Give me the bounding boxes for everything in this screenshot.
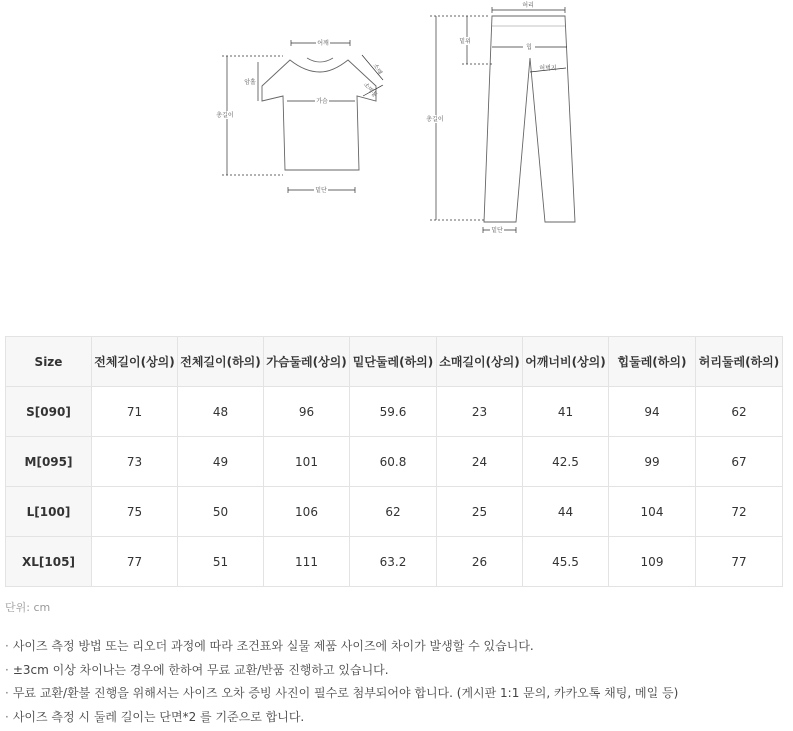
garment-illustration <box>0 0 793 330</box>
table-cell: 106 <box>264 487 350 537</box>
label-thigh: 허벅지 <box>539 64 556 72</box>
table-row <box>6 487 783 537</box>
table-cell: 94 <box>609 387 696 437</box>
table-cell: 59.6 <box>350 387 437 437</box>
header-sleeve: 소매길이(상의) <box>437 337 523 387</box>
table-cell: 77 <box>696 537 783 587</box>
table-cell: 71 <box>92 387 178 437</box>
label-bottom-hem: 밑단 <box>491 226 503 234</box>
table-cell: 62 <box>696 387 783 437</box>
table-cell: 50 <box>178 487 264 537</box>
header-hem: 밑단둘레(하의) <box>350 337 437 387</box>
table-cell: 48 <box>178 387 264 437</box>
table-cell: 104 <box>609 487 696 537</box>
list-item <box>5 661 678 685</box>
table-cell: 109 <box>609 537 696 587</box>
size-table <box>5 336 783 587</box>
size-label: M[095] <box>6 437 92 487</box>
list-item <box>5 708 678 731</box>
label-armhole: 암홀 <box>244 78 256 86</box>
table-cell: 49 <box>178 437 264 487</box>
table-row <box>6 387 783 437</box>
table-cell: 77 <box>92 537 178 587</box>
table-cell: 62 <box>350 487 437 537</box>
size-diagram <box>0 0 793 330</box>
table-cell: 73 <box>92 437 178 487</box>
bullet: · <box>5 686 9 700</box>
label-bottom-total-length: 총길이 <box>426 115 443 123</box>
label-rise: 밑위 <box>459 37 471 45</box>
table-cell: 23 <box>437 387 523 437</box>
table-cell: 72 <box>696 487 783 537</box>
table-cell: 24 <box>437 437 523 487</box>
bullet: · <box>5 710 9 724</box>
table-cell: 99 <box>609 437 696 487</box>
header-top-total-length: 전체길이(상의) <box>92 337 178 387</box>
table-cell: 41 <box>523 387 609 437</box>
table-header-row <box>6 337 783 387</box>
table-cell: 75 <box>92 487 178 537</box>
table-row <box>6 437 783 487</box>
label-waist: 허리 <box>522 1 534 9</box>
note-text: ±3cm 이상 차이나는 경우에 한하여 무료 교환/반품 진행하고 있습니다. <box>13 663 389 677</box>
list-item <box>5 684 678 708</box>
table-cell: 42.5 <box>523 437 609 487</box>
label-hip: 힙 <box>526 43 532 51</box>
table-cell: 63.2 <box>350 537 437 587</box>
table-cell: 26 <box>437 537 523 587</box>
bullet: · <box>5 639 9 653</box>
table-cell: 45.5 <box>523 537 609 587</box>
label-top-hem: 밑단 <box>315 186 327 194</box>
notes-list <box>5 637 678 731</box>
header-chest: 가슴둘레(상의) <box>264 337 350 387</box>
table-cell: 67 <box>696 437 783 487</box>
table-cell: 60.8 <box>350 437 437 487</box>
tshirt-outline <box>262 60 376 170</box>
label-chest: 가슴 <box>316 97 328 105</box>
bullet: · <box>5 663 9 677</box>
size-label: L[100] <box>6 487 92 537</box>
note-text: 사이즈 측정 시 둘레 길이는 단면*2 를 기준으로 합니다. <box>13 710 304 724</box>
size-label: XL[105] <box>6 537 92 587</box>
header-hip: 힙둘레(하의) <box>609 337 696 387</box>
table-row <box>6 537 783 587</box>
header-bottom-total-length: 전체길이(하의) <box>178 337 264 387</box>
table-cell: 25 <box>437 487 523 537</box>
unit-label: 단위: cm <box>5 599 50 615</box>
note-text: 무료 교환/환불 진행을 위해서는 사이즈 오차 증빙 사진이 필수로 첨부되어야 합니다. (게시판 1:1 문의, 카카오톡 채팅, 메일 등) <box>13 686 678 700</box>
header-shoulder: 어깨너비(상의) <box>523 337 609 387</box>
label-top-total-length: 총길이 <box>216 111 233 119</box>
list-item <box>5 637 678 661</box>
label-sleeve: 소매 <box>371 62 384 76</box>
table-cell: 101 <box>264 437 350 487</box>
header-waist: 허리둘레(하의) <box>696 337 783 387</box>
label-shoulder: 어깨 <box>317 39 329 47</box>
table-cell: 44 <box>523 487 609 537</box>
note-text: 사이즈 측정 방법 또는 리오더 과정에 따라 조건표와 실물 제품 사이즈에 차이가 발생할 수 있습니다. <box>13 639 534 653</box>
table-cell: 96 <box>264 387 350 437</box>
table-cell: 111 <box>264 537 350 587</box>
label-sleeve-opening: 소매통 <box>362 80 379 99</box>
header-size: Size <box>6 337 92 387</box>
table-cell: 51 <box>178 537 264 587</box>
size-label: S[090] <box>6 387 92 437</box>
